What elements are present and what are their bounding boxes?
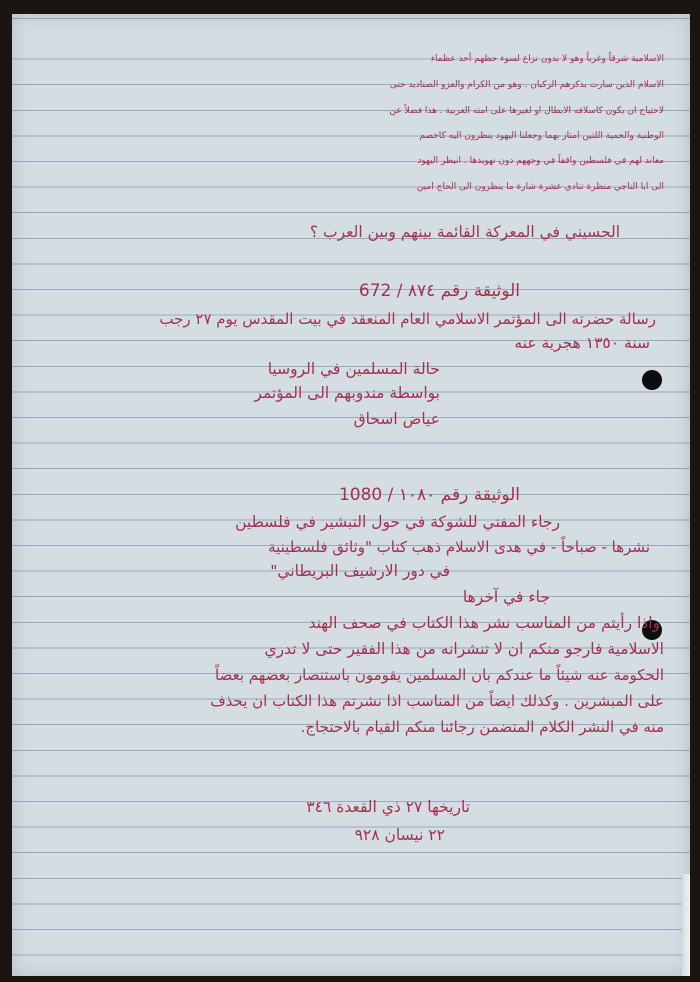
paragraph-line: الاسلامية شرقاً وغرباً وهو لا بدون نزاع لسوء حظهم أحد عظماء [430,54,664,64]
document-page [12,14,690,976]
document-line: الحكومة عنه شيئاً ما عندكم بان المسلمين يقومون باستنصار بعضهم بعضاً [215,666,664,684]
document-line: رسالة حضرته الى المؤتمر الاسلامي العام المنعقد في بيت المقدس يوم ٢٧ رجب [159,310,656,328]
date-gregorian: ٢٢ نيسان ٩٢٨ [354,826,445,844]
document-line: منه في النشر الكلام المتضمن رجائنا منكم القيام بالاحتجاج. [300,718,664,736]
document-line: نشرها - صباحاً - في هدى الاسلام ذهب كتاب "وثائق فلسطينية [268,538,650,556]
document-line: في دور الارشيف البريطاني" [270,562,450,580]
paragraph-line: الوطنية والحمية اللتين امتاز بهما وجعلتا اليهود ينظرون اليه كاخصم [419,131,664,141]
document-line: عياض اسحاق [353,410,440,428]
document-line: سنة ١٣٥٠ هجرية عنه [514,334,650,352]
document-line: حالة المسلمين في الروسيا [267,360,440,378]
document-heading: الوثيقة رقم ١٠٨٠ / 1080 [338,485,520,505]
document-line: بواسطة مندوبهم الى المؤتمر [254,384,440,402]
document-line: الاسلامية فارجو منكم ان لا تنشرانه من هذا الفقير حتى لا تدري [264,640,664,658]
document-heading: الوثيقة رقم ٨٧٤ / 672 [358,281,520,301]
document-line: جاء في آخرها [462,588,550,606]
handwritten-text [12,14,690,976]
paragraph-line: معاند لهم في فلسطين واقفاً في وجههم دون تهويدها . انيظر اليهود [417,156,664,166]
paragraph-line: الحسيني في المعركة القائمة بينهم وبين العرب ؟ [309,223,620,241]
date-hijri: تاريخها ٢٧ ذي القعدة ٣٤٦ [306,798,470,816]
paragraph-line: لاحتياج ان يكون كاسلافه الابطال او لغيرها على امته العربية . هذا فضلاً عن [389,106,664,116]
document-line: واذا رأيتم من المناسب نشر هذا الكتاب في صحف الهند [308,614,660,632]
paragraph-line: الاسلام الذين سارت بذكرهم الركبان . وهو من الكرام والعزو الصناديد حتى [389,80,664,90]
document-line: على المبشرين . وكذلك ايضاً من المناسب اذا نشرتم هذا الكتاب ان يحذف [210,692,664,710]
document-line: رجاء المفتي للشوكة في حول التبشير في فلسطين [235,513,560,531]
paragraph-line: الى ابا الناجي منظرة تنادي عشرة شارة ما ينظرون الى الحاج امين [416,182,664,192]
